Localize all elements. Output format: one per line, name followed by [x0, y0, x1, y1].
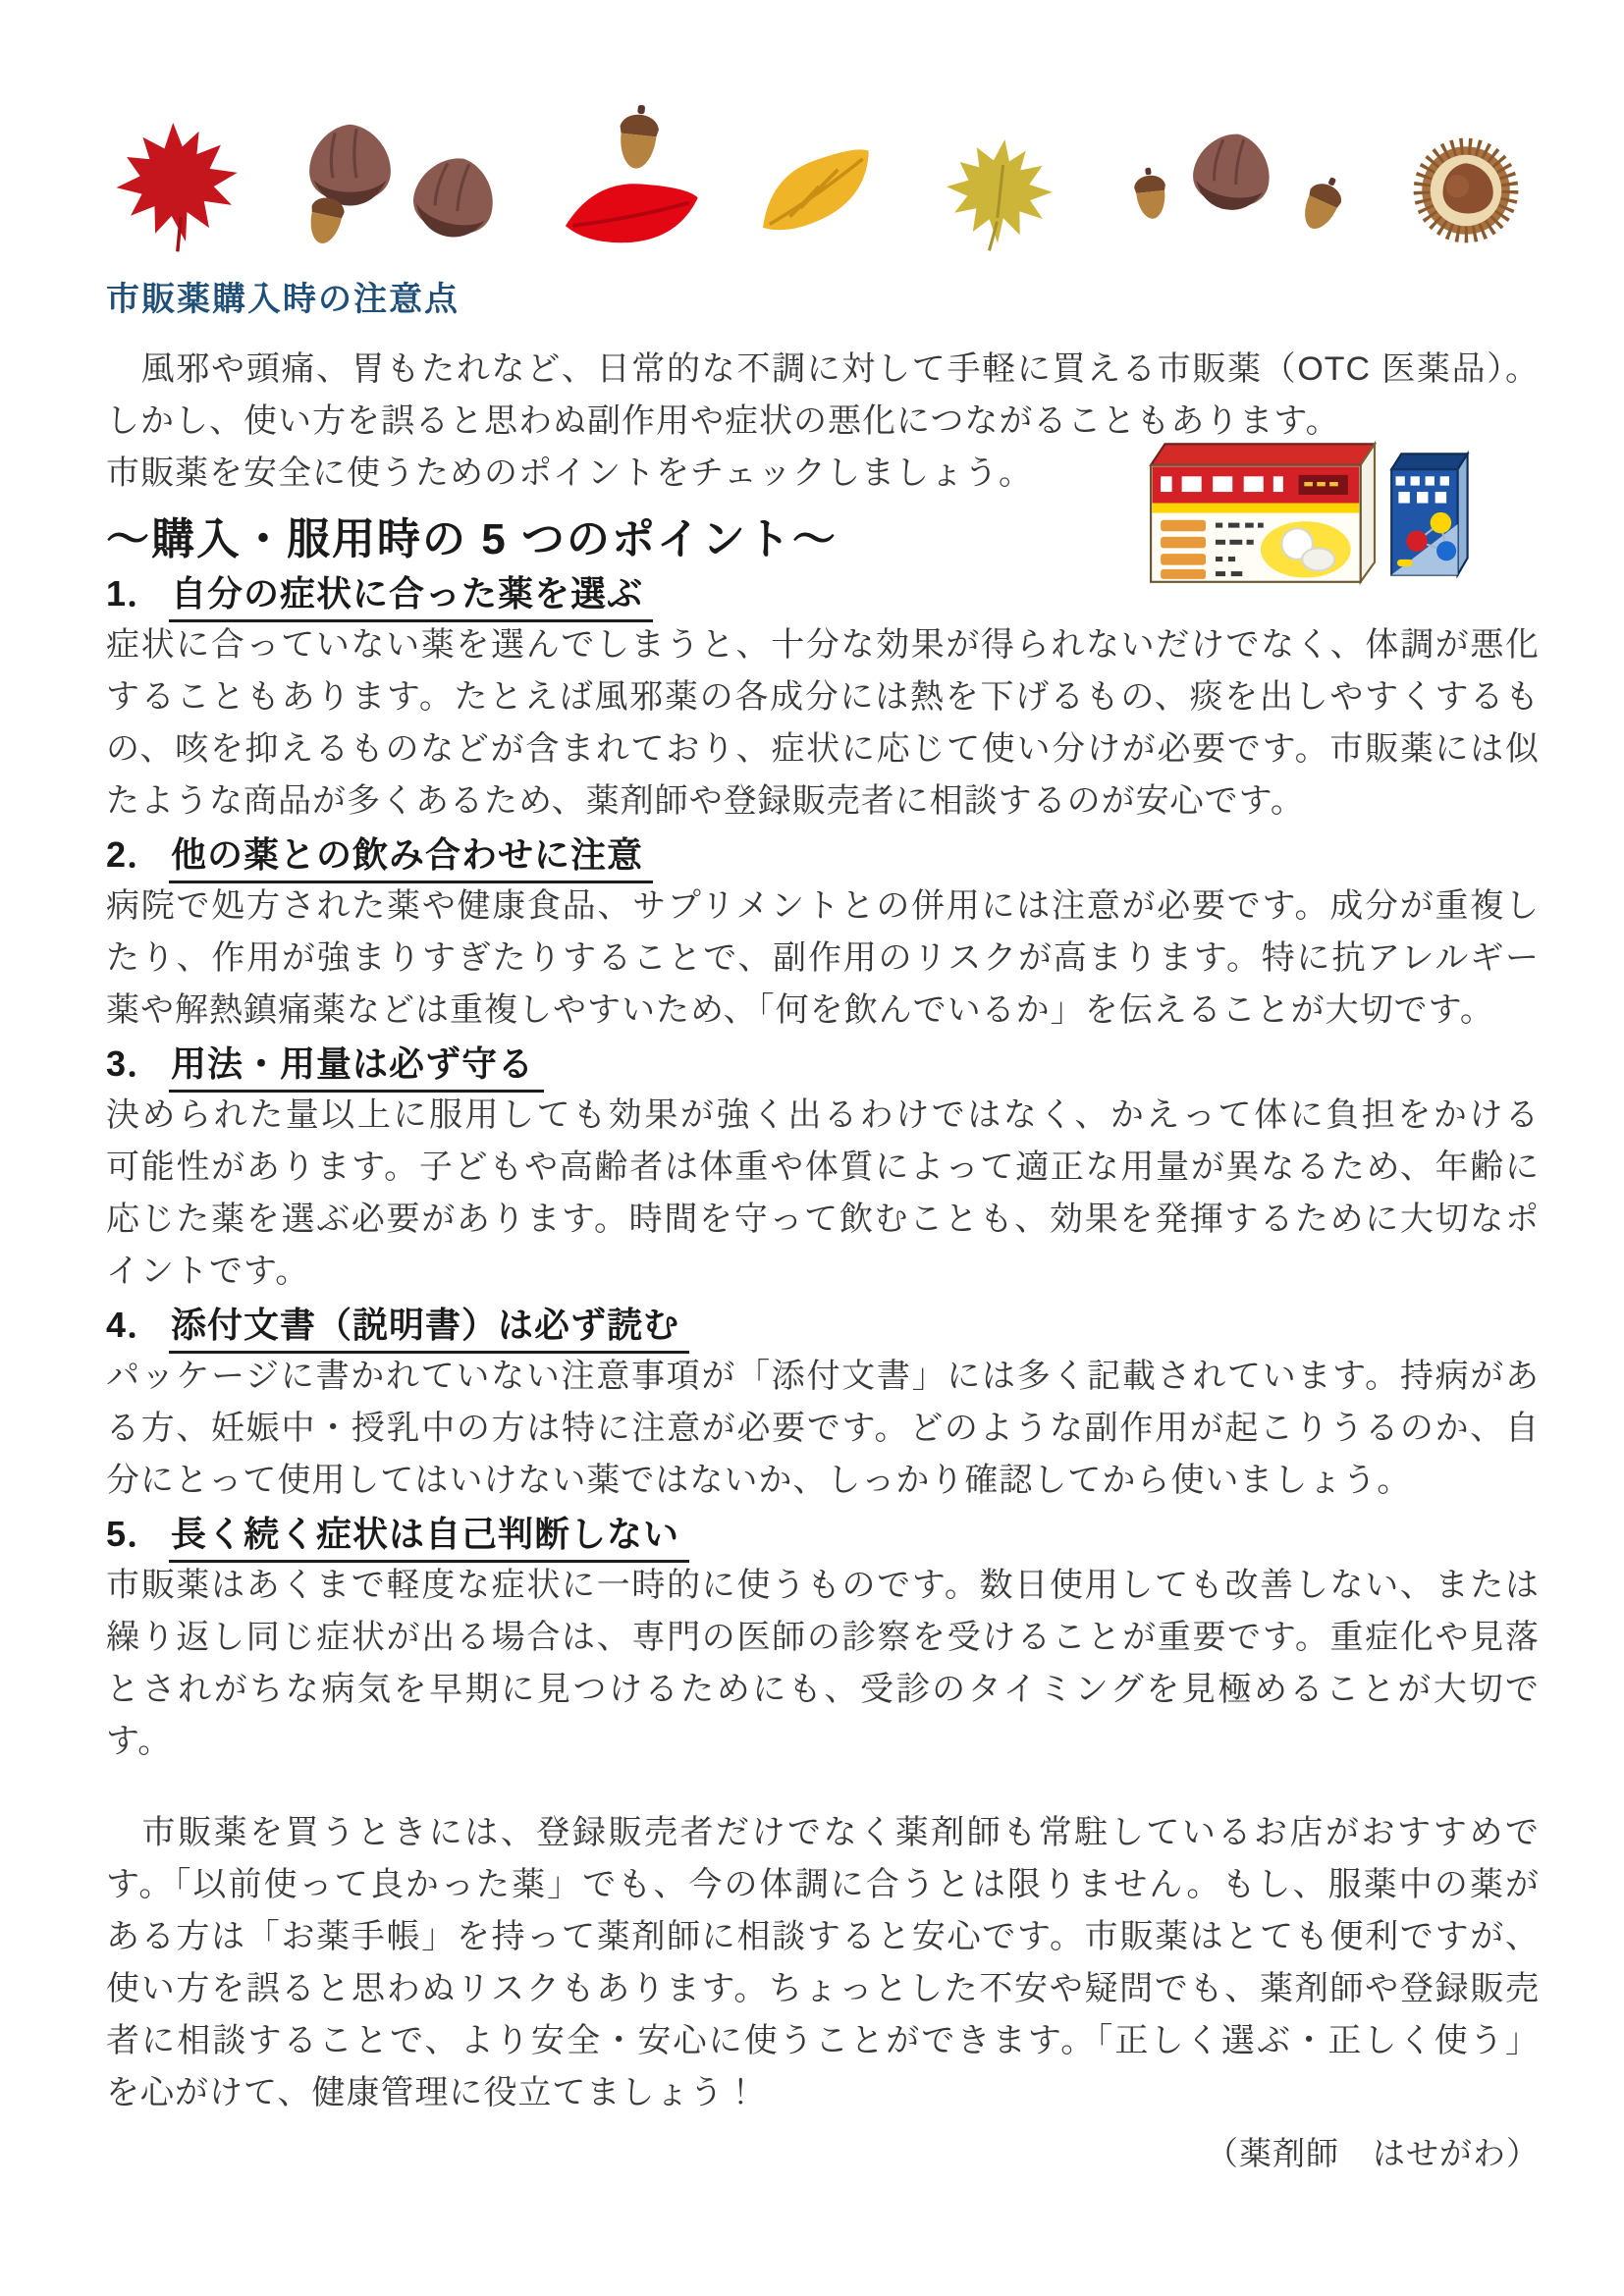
acorn-icon [1118, 160, 1182, 231]
chestnut-icon [1171, 117, 1291, 224]
point-4-body: パッケージに書かれていない注意事項が「添付文書」には多く記載されています。持病があ る方、妊娠中・授乳中の方は特に注意が必要です。どのような副作用が起こりうるのか、自 分にとって使用してはいけない薬ではないか、しっかり確認してから使いましょう。 [106, 1358, 1540, 1499]
point-4-heading [106, 1304, 1540, 1347]
yellow-leaf-icon [745, 136, 887, 243]
points-list [106, 572, 1540, 1768]
chestnut-burr-icon [1392, 128, 1540, 253]
signature: （薬剤師 はせがわ） [1206, 2135, 1540, 2171]
maple-leaf-red-icon [99, 111, 260, 261]
point-number: 2． [106, 834, 164, 875]
point-number: 4． [106, 1305, 164, 1345]
point-title: 添付文書（説明書）は必ず読む [169, 1305, 689, 1354]
acorn-redleaf-group [564, 116, 711, 253]
intro-paragraph: 風邪や頭痛、胃もたれなど、日常的な不調に対して手軽に買える市販薬（OTC 医薬品）。 しかし、使い方を誤ると思わぬ副作用や症状の悪化につながることもあります。 [106, 350, 1540, 440]
chestnut-icon [390, 137, 519, 255]
point-title: 他の薬との飲み合わせに注意 [169, 834, 653, 883]
point-5-heading [106, 1513, 1540, 1556]
medicine-box-red-icon [1151, 444, 1375, 581]
point-2-heading [106, 833, 1540, 877]
intro-paragraph: 市販薬を安全に使うためのポイントをチェックしましょう。 [106, 454, 1033, 492]
point-1-body: 症状に合っていない薬を選んでしまうと、十分な効果が得られないだけでなく、体調が悪化 することもあります。たとえば風邪薬の各成分には熱を下げるもの、痰を出しやすくするも の、咳を抑えるものなどが含まれており、症状に応じて使い分けが必要です。市販薬には似 たような商品が多くあるため、薬剤師や登録販売者に相談するのが安心です。 [106, 626, 1540, 820]
point-number: 3． [106, 1043, 164, 1084]
section-heading: ～購入・服用時の 5 つのポイント～ [106, 515, 838, 563]
closing-paragraph: 市販薬を買うときには、登録販売者だけでなく薬剤師も常駐しているお店がおすすめで す。「以前使って良かった薬」でも、今の体調に合うとは限りません。もし、服薬中の薬が ある方は「お薬手帳」を持って薬剤師に相談すると安心です。市販薬はとても便利ですが、 使い方を誤ると思わぬリスクもあります。ちょっとした不安や疑問でも、薬剤師や登録販売 者に相談することで、より安全・安心に使うことができます。「正しく選ぶ・正しく使う」 を心がけて、健康管理に役立てましょう！ [106, 1814, 1540, 2111]
red-leaf-icon [550, 154, 714, 272]
maple-leaf-yellow-icon [916, 130, 1086, 258]
point-title: 長く続く症状は自己判断しない [169, 1514, 689, 1563]
chestnut-acorn-group [294, 116, 524, 253]
acorn-chestnut-group [1122, 116, 1353, 253]
point-3-body: 決められた量以上に服用しても効果が強く出るわけではなく、かえって体に負担をかける 可能性があります。子どもや高齢者は体重や体質によって適正な用量が異なるため、年齢に 応じた薬を選ぶ必要があります。時間を守って飲むことも、効果を発揮するために大切なポ イントです。 [106, 1096, 1540, 1290]
page-title: 市販薬購入時の注意点 [106, 281, 460, 318]
point-number: 1． [106, 573, 164, 614]
point-title: 用法・用量は必ず守る [169, 1043, 544, 1093]
medicine-box-blue-icon [1391, 454, 1467, 574]
acorn-icon [1279, 161, 1363, 248]
point-number: 5． [106, 1514, 164, 1554]
point-2-body: 病院で処方された薬や健康食品、サプリメントとの併用には注意が必要です。成分が重複し たり、作用が強まりすぎたりすることで、副作用のリスクが高まります。特に抗アレルギー 薬や解熱鎮痛薬などは重複しやすいため、「何を飲んでいるか」を伝えることが大切です。 [106, 887, 1540, 1029]
medicine-boxes-illustration [1142, 430, 1481, 599]
acorn-icon [289, 181, 361, 256]
autumn-banner [106, 116, 1540, 253]
point-3-heading [106, 1042, 1540, 1086]
point-title: 自分の症状に合った薬を選ぶ [169, 573, 653, 622]
point-5-body: 市販薬はあくまで軽度な症状に一時的に使うものです。数日使用しても改善しない、または 繰り返し同じ症状が出る場合は、専門の医師の診察を受けることが重要です。重症化や見落 とされがちな病気を早期に見つけるためにも、受診のタイミングを見極めることが大切で す。 [106, 1567, 1540, 1760]
